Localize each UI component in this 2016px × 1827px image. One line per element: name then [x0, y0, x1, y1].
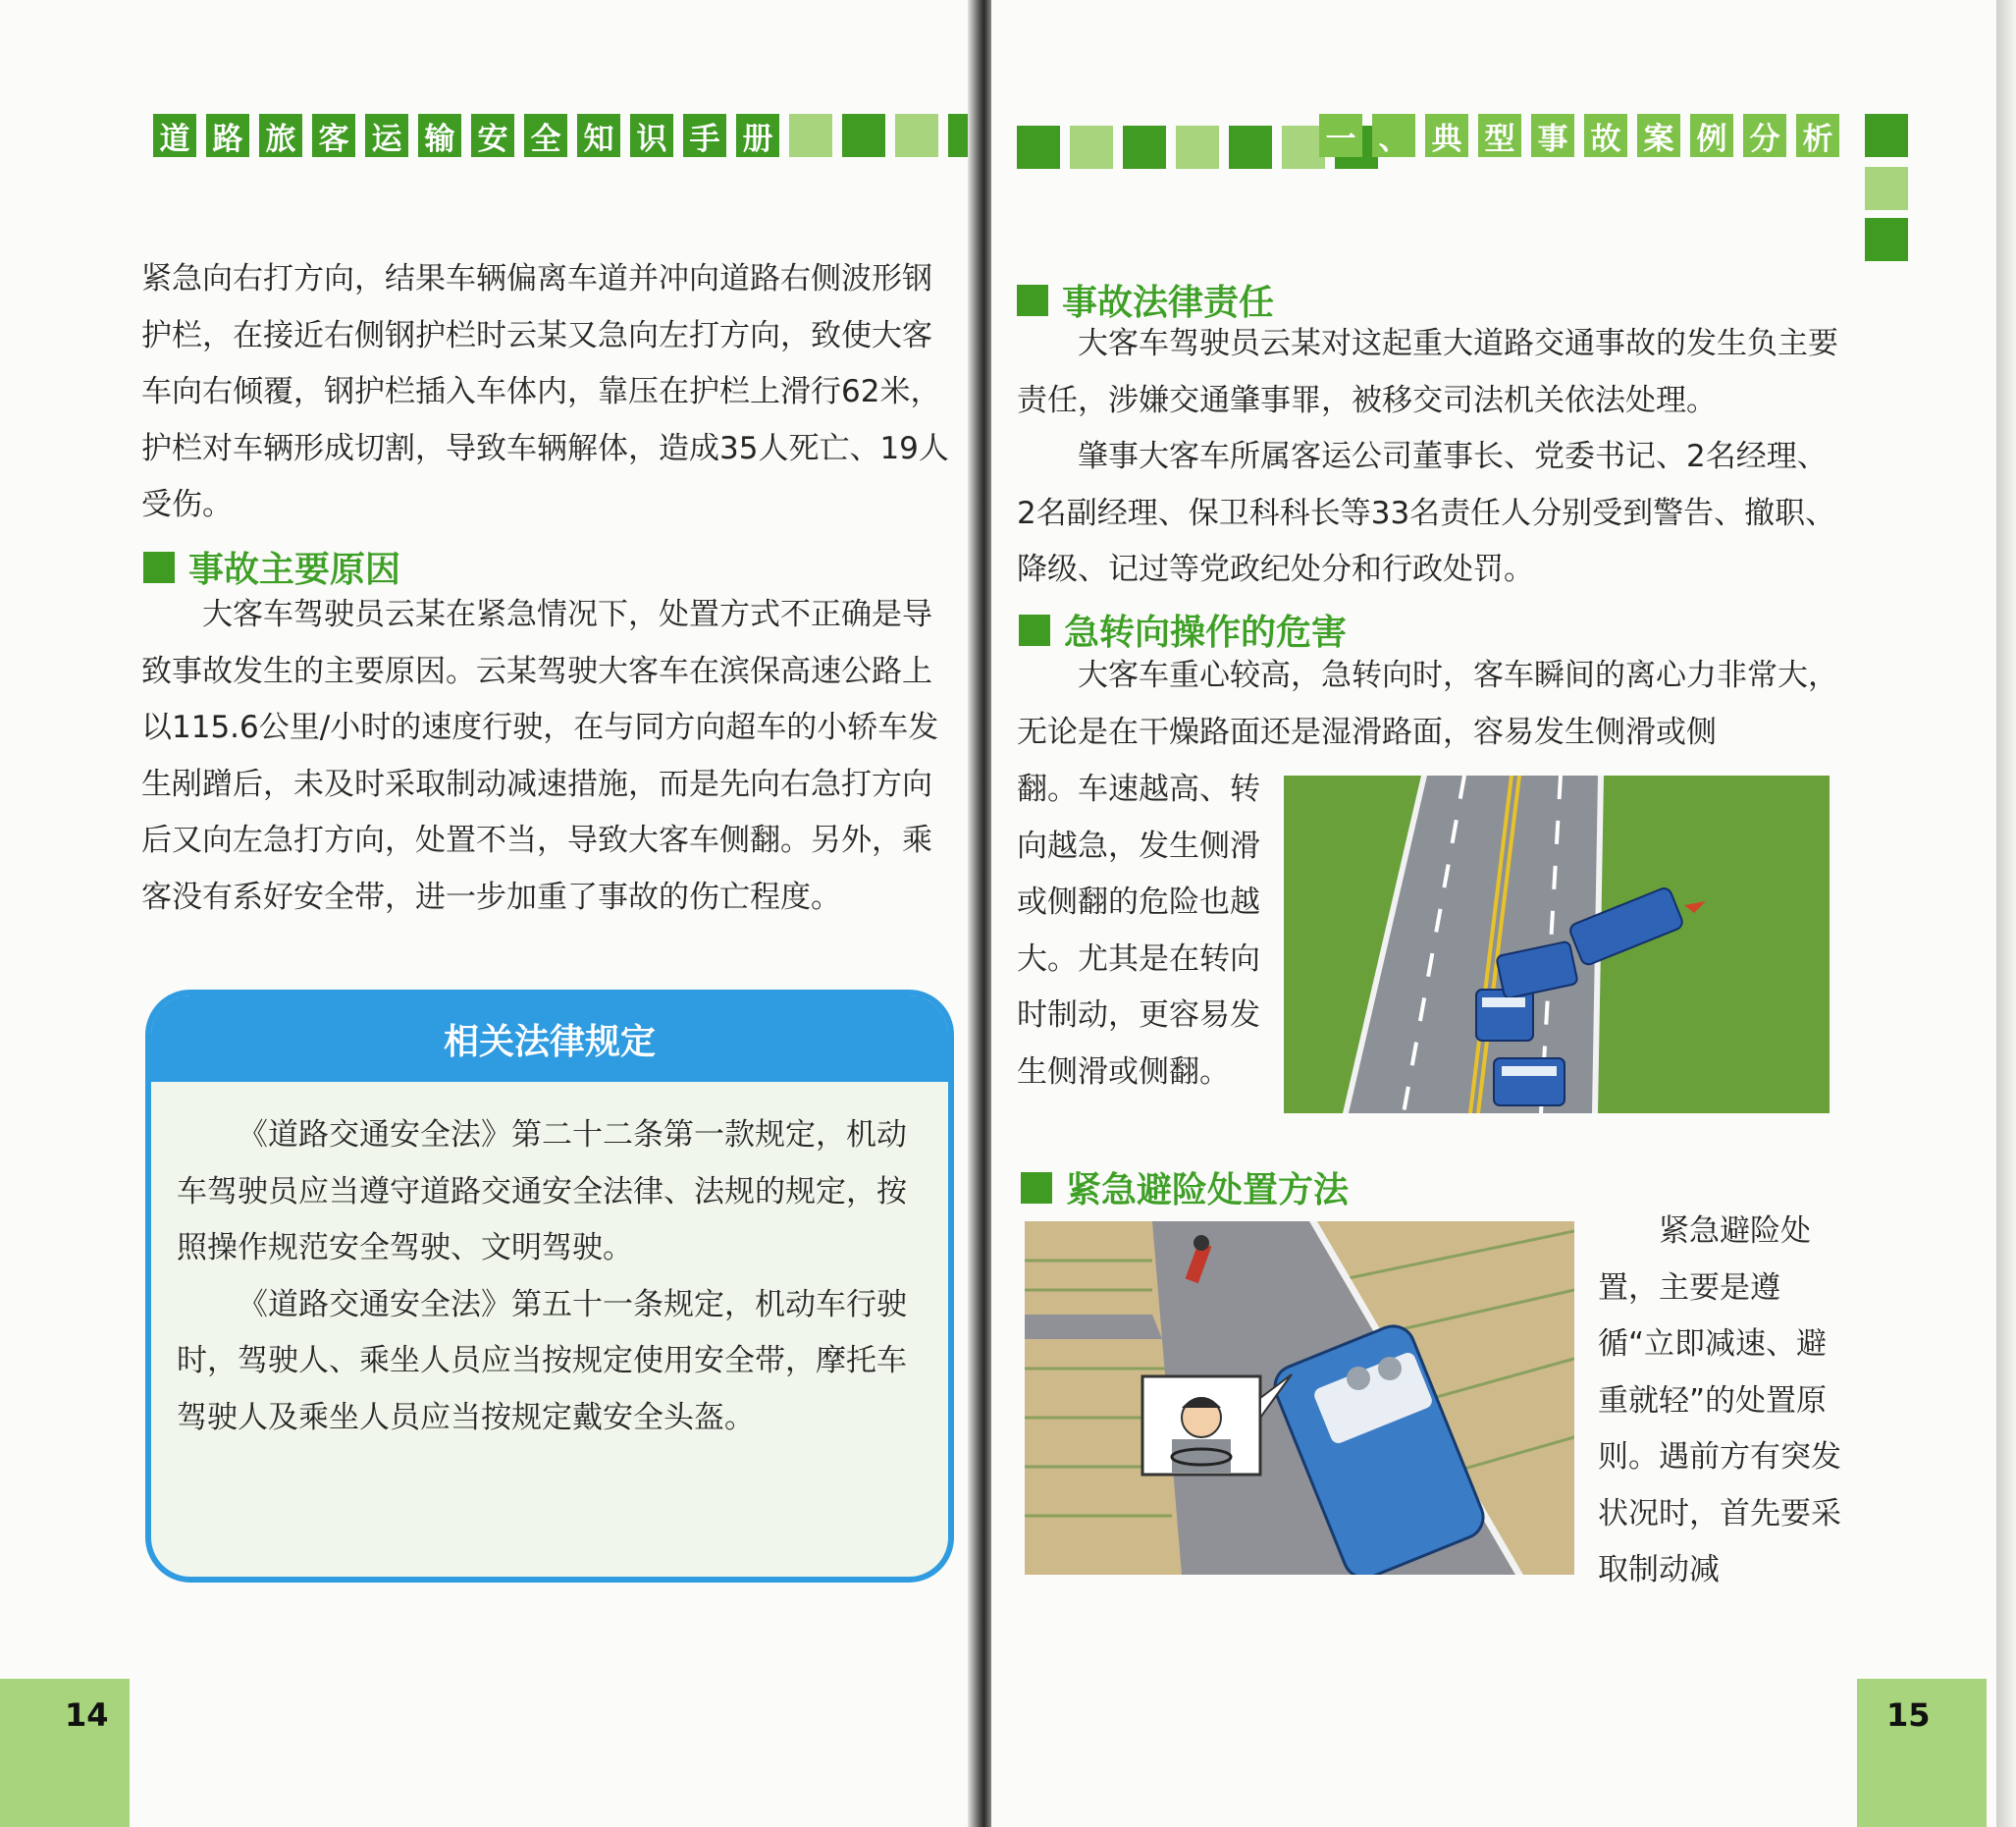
header-title-char: 全	[524, 114, 567, 157]
header-title-char: 册	[736, 114, 779, 157]
liability-paragraph: 肇事大客车所属客运公司董事长、党委书记、2名经理、2名副经理、保卫科科长等33名责任人分别受到警告、撤职、降级、记过等党政纪处分和行政处罚。	[1017, 439, 1836, 587]
section-marker	[1019, 615, 1050, 646]
law-paragraph: 《道路交通安全法》第二十二条第一款规定，机动车驾驶员应当遵守道路交通安全法律、法规的规定，按照操作规范安全驾驶、文明驾驶。	[177, 1117, 907, 1265]
intro-paragraph-text: 紧急向右打方向，结果车辆偏离车道并冲向道路右侧波形钢护栏，在接近右侧钢护栏时云某又急向左打方向，致使大客车向右倾覆，钢护栏插入车体内，靠压在护栏上滑行62米，护栏对车辆形成切割，导致车辆解体，造成35人死亡、19人受伤。	[141, 261, 949, 522]
section-cause-body	[141, 587, 950, 926]
section-cause-text: 大客车驾驶员云某在紧急情况下，处置方式不正确是导致事故发生的主要原因。云某驾驶大客车在滨保高速公路上以115.6公里/小时的速度行驶，在与同方向超车的小轿车发生剐蹭后，未及时采取制动减速措施，而是先向右急打方向后又向左急打方向，处置不当，导致大客车侧翻。另外，乘客没有系好安全带，进一步加重了事故的伤亡程度。	[141, 597, 939, 915]
header-side-square	[1865, 218, 1908, 261]
right-page	[991, 0, 1996, 1827]
left-header-title	[153, 114, 972, 157]
law-box-title: 相关法律规定	[443, 1021, 656, 1062]
right-header-title	[1319, 114, 1839, 157]
section-emergency-heading	[1021, 1162, 1349, 1212]
header-title-char: 客	[312, 114, 355, 157]
header-side-square	[1865, 114, 1908, 157]
section-cause-title: 事故主要原因	[188, 550, 401, 590]
section-marker	[143, 552, 175, 583]
law-box-header	[151, 995, 948, 1082]
header-decoration-square	[842, 114, 885, 157]
emergency-avoidance-illustration	[1025, 1221, 1574, 1575]
section-emergency-title: 紧急避险处置方法	[1066, 1170, 1350, 1210]
header-title-char: 输	[418, 114, 461, 157]
intro-paragraph	[141, 251, 950, 534]
header-title-char: 分	[1743, 114, 1786, 157]
header-title-char: 析	[1796, 114, 1839, 157]
law-box	[145, 990, 954, 1583]
header-title-char: 典	[1425, 114, 1468, 157]
header-title-char: 型	[1478, 114, 1521, 157]
left-page	[0, 0, 972, 1827]
header-decoration-square	[1017, 126, 1060, 169]
header-decoration-square	[1176, 126, 1219, 169]
section-danger-body	[1017, 648, 1839, 761]
header-decoration-square	[789, 114, 832, 157]
danger-text-wrap: 翻。车速越高、转向越急，发生侧滑或侧翻的危险也越大。尤其是在转向时制动，更容易发生侧滑或侧翻。	[1017, 772, 1260, 1090]
section-marker	[1017, 285, 1048, 316]
liability-paragraph: 大客车驾驶员云某对这起重大道路交通事故的发生负主要责任，涉嫌交通肇事罪，被移交司法机关依法处理。	[1017, 326, 1838, 418]
header-decoration-square	[1123, 126, 1166, 169]
section-liability-body	[1017, 316, 1839, 599]
header-title-char: 安	[471, 114, 514, 157]
header-title-char: 运	[365, 114, 408, 157]
section-marker	[1021, 1172, 1052, 1204]
section-emergency-wrap	[1598, 1204, 1843, 1599]
header-title-char: 一	[1319, 114, 1362, 157]
section-cause-heading	[143, 542, 400, 592]
header-title-char: 旅	[259, 114, 302, 157]
page-number: 15	[1886, 1696, 1931, 1734]
header-title-char: 、	[1372, 114, 1415, 157]
header-decoration-square	[1070, 126, 1113, 169]
page-edge	[1996, 0, 2016, 1827]
section-liability-title: 事故法律责任	[1062, 283, 1275, 323]
header-title-char: 案	[1637, 114, 1680, 157]
section-danger-wrap	[1017, 762, 1260, 1101]
law-box-body	[151, 1082, 948, 1446]
emergency-text-wrap: 紧急避险处置，主要是遵循“立即减速、避重就轻”的处置原则。遇前方有突发状况时，首先要采取制动减	[1598, 1213, 1841, 1587]
section-danger-title: 急转向操作的危害	[1064, 613, 1348, 653]
header-title-char: 道	[153, 114, 196, 157]
header-title-char: 路	[206, 114, 249, 157]
header-title-char: 故	[1584, 114, 1627, 157]
header-decoration-square	[1229, 126, 1272, 169]
header-side-square	[1865, 167, 1908, 210]
header-title-char: 识	[630, 114, 673, 157]
header-title-char: 事	[1531, 114, 1574, 157]
danger-text-full: 大客车重心较高，急转向时，客车瞬间的离心力非常大，无论是在干燥路面还是湿滑路面，容易发生侧滑或侧	[1017, 658, 1838, 750]
header-decoration-square	[895, 114, 938, 157]
header-title-char: 知	[577, 114, 620, 157]
law-paragraph: 《道路交通安全法》第五十一条规定，机动车行驶时，驾驶人、乘坐人员应当按规定使用安全带，摩托车驾驶人及乘坐人员应当按规定戴安全头盔。	[177, 1286, 907, 1435]
header-title-char: 例	[1690, 114, 1733, 157]
header-title-char: 手	[683, 114, 726, 157]
bus-rollover-illustration	[1284, 776, 1830, 1113]
page-number: 14	[65, 1696, 109, 1734]
